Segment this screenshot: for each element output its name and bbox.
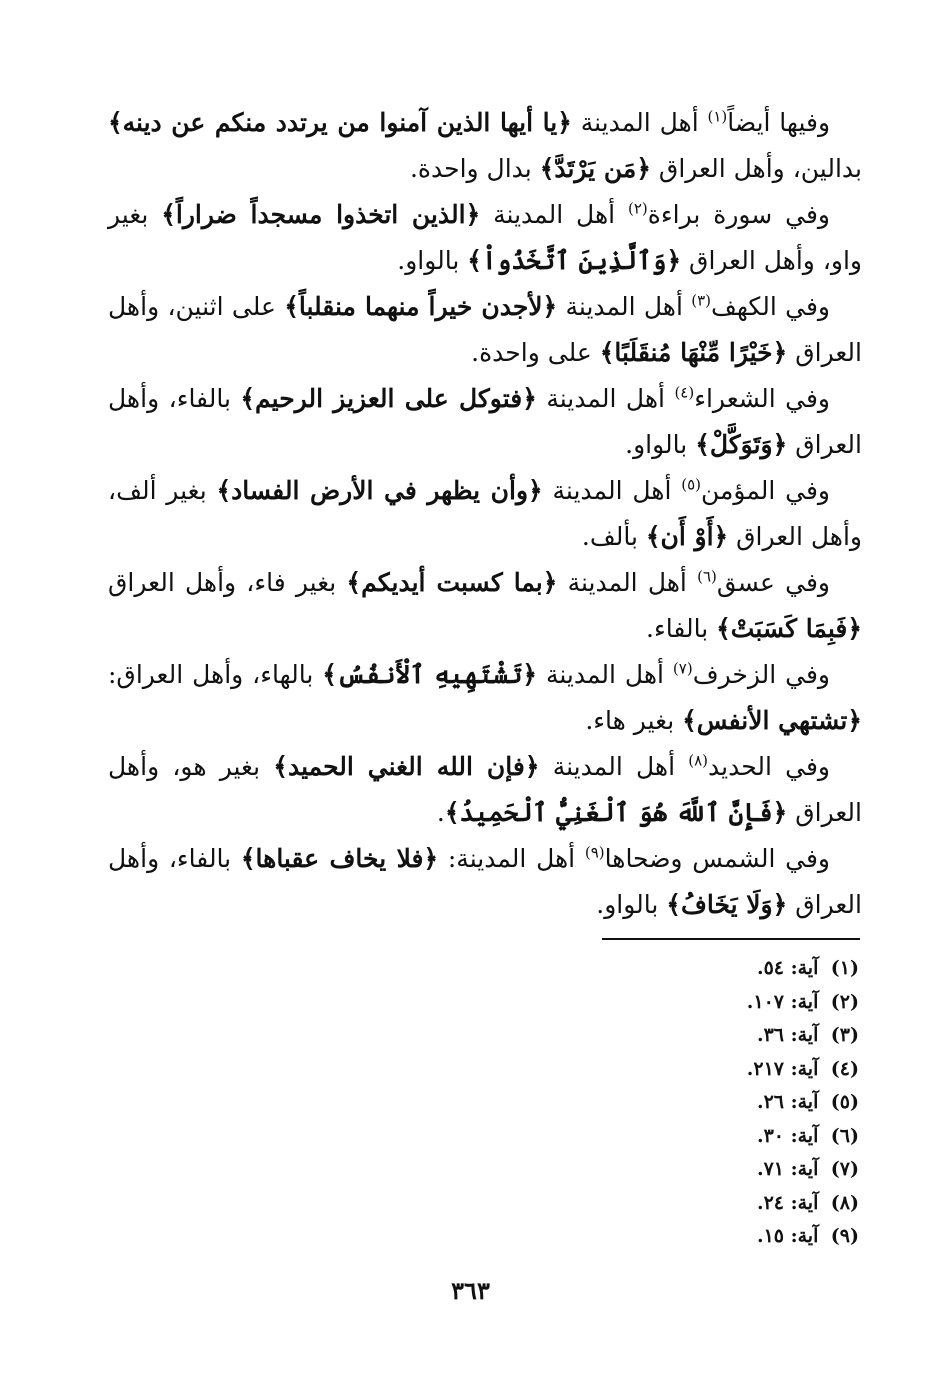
paragraph-text: بألف. xyxy=(581,522,646,551)
quran-reading-medina: ﴿ تَشْتَهِيهِ ٱلْأَنفُسُ ﴾ xyxy=(322,660,537,689)
paragraph-text: أهل المدينة: xyxy=(438,844,585,873)
footnote-text: آية: ٥٤. xyxy=(756,957,819,979)
footnote-marker: (٢) xyxy=(628,199,648,218)
footnote-number: (٦) xyxy=(830,1124,859,1147)
quran-reading-iraq: ﴿ تشتهي الأنفس ﴾ xyxy=(682,706,862,735)
paragraph-text: أهل المدينة xyxy=(571,108,708,137)
paragraph-text: بالفاء، وأهل العراق xyxy=(108,844,862,919)
quran-reading-medina: ﴿ فلا يخاف عقباها ﴾ xyxy=(241,844,438,873)
quran-reading-iraq: ﴿ فَإِنَّ ٱللَّهَ هُوَ ٱلْغَنِيُّ ٱلْحَمِيدُ ﴾ xyxy=(445,798,787,827)
footnote-number: (٧) xyxy=(830,1158,859,1180)
quran-reading-iraq: ﴿ وَلَا يَخَافُ ﴾ xyxy=(666,890,787,919)
paragraph-intro: وفي الحديد xyxy=(708,752,831,781)
footnote-number: (٢) xyxy=(830,990,859,1013)
paragraph-intro: وفيها أيضاً xyxy=(727,108,831,137)
paragraph-intro: وفي سورة براءة xyxy=(647,200,830,229)
paragraph-8 xyxy=(108,744,862,836)
paragraph-text: . xyxy=(436,798,445,827)
footnotes-list xyxy=(599,952,859,1254)
footnote-text: آية: ٢٦. xyxy=(756,1091,819,1113)
paragraph-3 xyxy=(108,284,862,376)
footnote-text: آية: ١٥. xyxy=(756,1225,819,1247)
paragraph-text: أهل المدينة xyxy=(542,476,682,505)
footnote-item xyxy=(599,1120,859,1154)
quran-reading-medina: ﴿ فتوكل على العزيز الرحيم ﴾ xyxy=(240,384,536,413)
main-text xyxy=(108,100,862,928)
quran-reading-iraq: ﴿ وَتَوَكَّلْ ﴾ xyxy=(695,430,787,459)
paragraph-intro: وفي الكهف xyxy=(711,292,830,321)
footnote-text: آية: ٧١. xyxy=(756,1158,819,1180)
paragraph-text: أهل المدينة xyxy=(557,292,692,321)
paragraph-intro: وفي الزخرف xyxy=(692,660,830,689)
footnote-marker: (١) xyxy=(707,107,728,126)
paragraph-text: بالهاء، وأهل العراق: xyxy=(108,660,323,689)
quran-reading-iraq: ﴿ خَيْرًا مِّنْهَا مُنقَلَبًا ﴾ xyxy=(600,338,788,367)
quran-reading-medina: ﴿ يا أيها الذين آمنوا من يرتدد منكم عن دينه ﴾ xyxy=(108,108,572,137)
paragraph-intro: وفي الشمس وضحاها xyxy=(604,844,830,873)
quran-reading-medina: ﴿ بما كسبت أيديكم ﴾ xyxy=(346,568,557,597)
paragraph-9 xyxy=(108,836,862,928)
paragraph-text: بالفاء، وأهل العراق xyxy=(108,384,862,459)
paragraph-intro: وفي المؤمن xyxy=(700,476,830,505)
paragraph-text: بغير هاء. xyxy=(585,706,683,735)
footnote-marker: (٥) xyxy=(681,475,701,494)
footnote-item xyxy=(599,986,859,1020)
footnote-number: (٥) xyxy=(830,1091,859,1113)
paragraph-text: بالواو. xyxy=(625,430,696,459)
footnote-marker: (٧) xyxy=(672,659,693,678)
paragraph-text: بالواو. xyxy=(397,246,468,275)
footnote-text: آية: ٣٠. xyxy=(756,1124,819,1147)
paragraph-text: بالفاء. xyxy=(646,614,717,643)
footnote-number: (٩) xyxy=(830,1225,859,1247)
paragraph-text: أهل المدينة xyxy=(480,200,628,229)
paragraph-text: أهل المدينة xyxy=(539,752,689,781)
page-number: ٣٦٣ xyxy=(451,1276,490,1305)
quran-reading-iraq: ﴿ فَبِمَا كَسَبَتْ ﴾ xyxy=(716,614,862,643)
paragraph-text: على واحدة. xyxy=(471,338,600,367)
footnote-item xyxy=(599,952,859,986)
footnote-number: (٤) xyxy=(830,1057,859,1080)
footnote-marker: (٤) xyxy=(674,383,695,402)
footnote-item xyxy=(599,1086,859,1120)
footnote-item xyxy=(599,1019,859,1053)
quran-reading-iraq: ﴿ وَٱلَّذِينَ ٱتَّخَذُواْ ﴾ xyxy=(467,246,681,275)
footnote-text: آية: ٢٤. xyxy=(756,1191,819,1214)
footnote-marker: (٣) xyxy=(691,291,712,310)
paragraph-5 xyxy=(108,468,862,560)
footnote-number: (٣) xyxy=(830,1024,859,1046)
quran-reading-medina: ﴿ وأن يظهر في الأرض الفساد ﴾ xyxy=(216,476,542,505)
paragraph-intro: وفي الشعراء xyxy=(694,384,830,413)
footnote-item xyxy=(599,1153,859,1187)
footnote-marker: (٩) xyxy=(584,843,605,862)
quran-reading-medina: ﴿ فإن الله الغني الحميد ﴾ xyxy=(273,752,539,781)
paragraph-text: بدالين، وأهل العراق xyxy=(650,154,862,183)
footnote-marker: (٨) xyxy=(688,751,709,770)
paragraph-7 xyxy=(108,652,862,744)
quran-reading-iraq: ﴿ مَن يَرْتَدَّ ﴾ xyxy=(540,154,651,183)
paragraph-text: أهل المدينة xyxy=(557,568,698,597)
paragraph-text: على اثنين، وأهل العراق xyxy=(108,292,862,367)
quran-reading-iraq: ﴿ أَوْ أَن ﴾ xyxy=(646,522,728,551)
paragraph-intro: وفي عسق xyxy=(716,568,830,597)
footnote-number: (١) xyxy=(830,957,859,979)
footnote-text: آية: ١٠٧. xyxy=(746,990,819,1013)
paragraph-4 xyxy=(108,376,862,468)
paragraph-1 xyxy=(108,100,862,192)
footnote-item xyxy=(599,1053,859,1087)
footnote-item xyxy=(599,1187,859,1221)
footnote-text: آية: ٢١٧. xyxy=(746,1057,819,1080)
footnote-item xyxy=(599,1220,859,1254)
quran-reading-medina: ﴿ لأجدن خيراً منهما منقلباً ﴾ xyxy=(284,292,557,321)
footnote-marker: (٦) xyxy=(697,567,717,586)
footnote-divider xyxy=(602,938,860,940)
footnote-text: آية: ٣٦. xyxy=(756,1024,819,1046)
paragraph-6 xyxy=(108,560,862,652)
quran-reading-medina: ﴿ الذين اتخذوا مسجداً ضراراً ﴾ xyxy=(161,200,480,229)
paragraph-text: أهل المدينة xyxy=(536,384,675,413)
paragraph-text: بالواو. xyxy=(596,890,667,919)
paragraph-text: بدال واحدة. xyxy=(409,154,540,183)
footnote-number: (٨) xyxy=(830,1191,859,1214)
paragraph-text: بغير واو، وأهل العراق xyxy=(108,200,862,275)
paragraph-text: أهل المدينة xyxy=(537,660,673,689)
paragraph-text: بغير هو، وأهل العراق xyxy=(108,752,862,827)
paragraph-text: بغير فاء، وأهل العراق xyxy=(108,568,347,597)
paragraph-2 xyxy=(108,192,862,284)
paragraph-text: بغير ألف، وأهل العراق xyxy=(108,476,862,551)
